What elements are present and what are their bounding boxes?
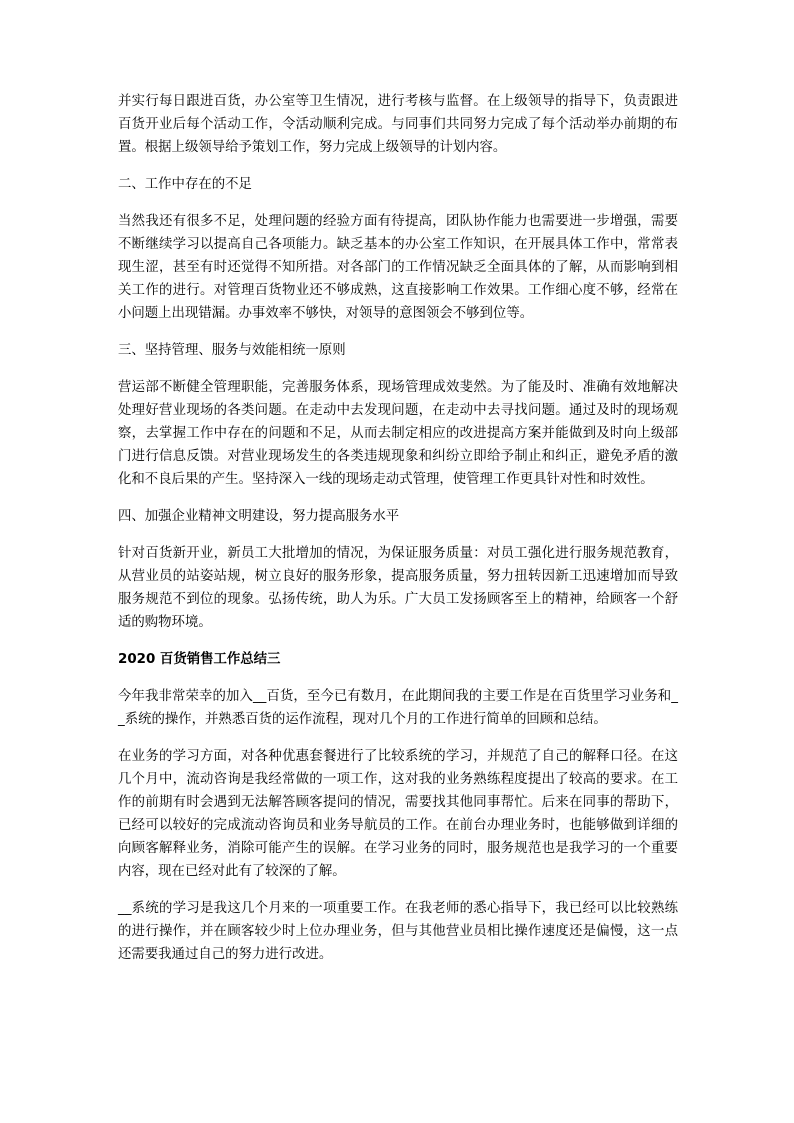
paragraph-intro-continuation: 并实行每日跟进百货，办公室等卫生情况，进行考核与监督。在上级领导的指导下，负责跟进百货开业后每个活动工作，令活动顺利完成。与同事们共同努力完成了每个活动举办前期的布置。根据上级领导给予策划工作，努力完成上级领导的计划内容。	[118, 94, 678, 155]
paragraph-management-principle: 营运部不断健全管理职能，完善服务体系，现场管理成效斐然。为了能及时、准确有效地解决处理好营业现场的各类问题。在走动中去发现问题，在走动中去寻找问题。通过及时的现场观察，去掌握工作中存在的问题和不足，从而去制定相应的改进提高方案并能做到及时向上级部门进行信息反馈。对营业现场发生的各类违规现象和纠纷立即给予制止和纠正，避免矛盾的激化和不良后果的产生。坚持深入一线的现场走动式管理，使管理工作更具针对性和时效性。	[118, 380, 678, 487]
paragraph-system-learning: __系统的学习是我这几个月来的一项重要工作。在我老师的悉心指导下，我已经可以比较熟练的进行操作，并在顾客较少时上位办理业务，但与其他营业员相比操作速度还是偏慢，这一点还需要我通过自己的努力进行改进。	[118, 901, 678, 962]
paragraph-shortcomings: 当然我还有很多不足，处理问题的经验方面有待提高，团队协作能力也需要进一步增强，需要不断继续学习以提高自己各项能力。缺乏基本的办公室工作知识，在开展具体工作中，常常表现生涩，甚至有时还觉得不知所措。对各部门的工作情况缺乏全面具体的了解，从而影响到相关工作的进行。对管理百货物业还不够成熟，这直接影响工作效果。工作细心度不够，经常在小问题上出现错漏。办事效率不够快，对领导的意图领会不够到位等。	[118, 214, 678, 321]
section-heading-shortcomings: 二、工作中存在的不足	[118, 177, 252, 192]
paragraph-corporate-spirit: 针对百货新开业，新员工大批增加的情况，为保证服务质量：对员工强化进行服务规范教育，从营业员的站姿站规，树立良好的服务形象，提高服务质量，努力扭转因新工迅速增加而导致服务规范不到位的现象。弘扬传统，助人为乐。广大员工发扬顾客至上的精神，给顾客一个舒适的购物环境。	[118, 546, 678, 630]
section-heading-management-principle: 三、坚持管理、服务与效能相统一原则	[118, 343, 346, 358]
paragraph-summary-intro: 今年我非常荣幸的加入__百货，至今已有数月，在此期间我的主要工作是在百货里学习业务和__系统的操作，并熟悉百货的运作流程，现对几个月的工作进行简单的回顾和总结。	[118, 689, 678, 727]
document-page	[118, 90, 678, 980]
paragraph-business-learning: 在业务的学习方面，对各种优惠套餐进行了比较系统的学习，并规范了自己的解释口径。在这几个月中，流动咨询是我经常做的一项工作，这对我的业务熟练程度提出了较高的要求。在工作的前期有时会遇到无法解答顾客提问的情况，需要找其他同事帮忙。后来在同事的帮助下，已经可以较好的完成流动咨询员和业务导航员的工作。在前台办理业务时，也能够做到详细的向顾客解释业务，消除可能产生的误解。在学习业务的同时，服务规范也是我学习的一个重要内容，现在已经对此有了较深的了解。	[118, 749, 678, 879]
article-title-summary-three: 2020 百货销售工作总结三	[118, 652, 281, 667]
section-heading-corporate-spirit: 四、加强企业精神文明建设，努力提高服务水平	[118, 509, 400, 524]
